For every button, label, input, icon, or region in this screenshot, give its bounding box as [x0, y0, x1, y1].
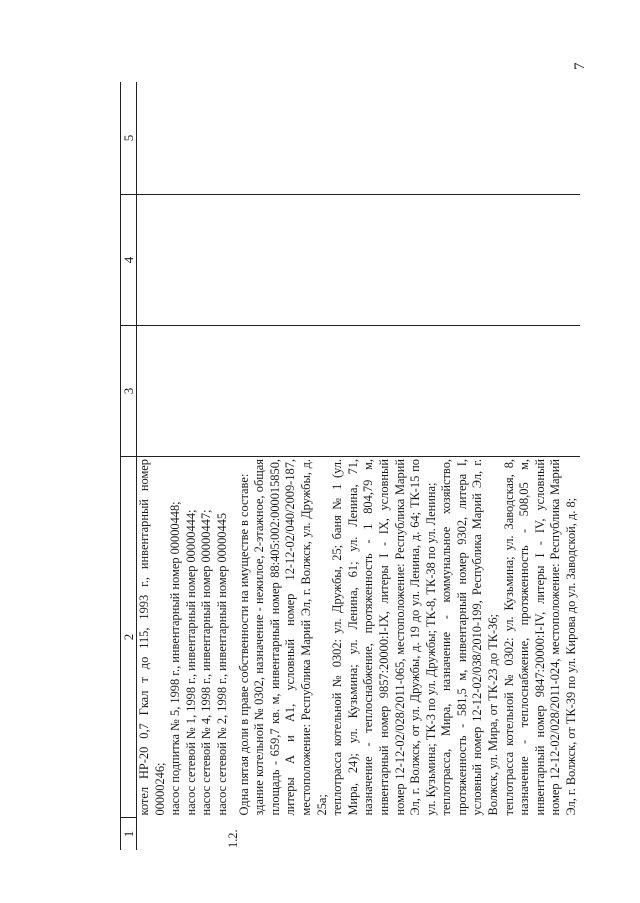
- property-paragraph: здание котельной № 0302, назначение - нежилое, 2-этажное, общая площадь - 659,7 кв. м, инвентарный номер 88:405:002:000015850, литеры А и А1, условный номер 12-12-02/040/2009-187, местоположение: Республика Марий Эл, г. Волжск, ул. Дружбы, д. 25а;: [252, 459, 329, 816]
- column-header-3: 3: [121, 326, 137, 457]
- row-heading: Одна пятая доли в праве собственности на имуществе в составе:: [236, 473, 251, 816]
- property-table: [120, 82, 580, 850]
- property-paragraph: теплотрасса котельной № 0302: ул. Кузьмина; ул. Заводская, 8, назначение - теплоснабжение, протяженность - 508,05 м, инвентарный номер 9847:20000:I-IV, литеры I - IV, условный номер 12-12-02/028/2011-024, местоположение: Республика Марий Эл, г. Волжск, от ТК-39 по ул. Кирова до ул. Заводской, д. 8;: [501, 459, 579, 816]
- table-header-row: [121, 82, 137, 850]
- property-paragraph: теплотрасса котельной № 0302: ул. Дружбы, 25; баня № 1 (ул. Мира, 24); ул. Кузьмина; ул. Ленина, 61; ул. Ленина, 71, назначение - теплоснабжение, протяженность - 1 804,79 м, инвентарный номер 9857:20000:I-IX, литеры I - IX, условный номер 12-12-02/028/2011-065, местоположение: Республика Марий Эл, г. Волжск, от ул. Дружбы, д. 19 до ул. Ленина, д. 64; ТК-15 по ул. Кузьмина; ТК-3 по ул. Дружбы; ТК-8, ТК-38 по ул. Ленина;: [330, 459, 438, 816]
- equipment-line: насос сетевой № 2, 1998 г., инвентарный номер 00000445: [214, 512, 229, 816]
- equipment-line: насос сетевой № 4, 1998 г., инвентарный номер 00000447;: [199, 509, 214, 816]
- rotated-page-content: [120, 90, 579, 850]
- equipment-line: насос подпитка № 5, 1998 г., инвентарный номер 00000448;: [168, 501, 183, 816]
- column-5-cell: [137, 82, 580, 195]
- equipment-line: насос сетевой № 1, 1998 г., инвентарный номер 00000444;: [183, 509, 198, 816]
- column-header-5: 5: [121, 82, 137, 195]
- column-header-4: 4: [121, 195, 137, 326]
- row-number-empty: [137, 818, 580, 851]
- page-number: 7: [572, 62, 588, 70]
- column-3-cell: [137, 326, 580, 457]
- table-row-equipment: [137, 82, 580, 850]
- equipment-list: [137, 457, 580, 818]
- equipment-line: котел НР-20 0,7 Гкал т до 115, 1993 г., инвентарный номер 00000246;: [137, 459, 167, 816]
- column-4-cell: [137, 195, 580, 326]
- column-header-2: 2: [121, 457, 137, 818]
- row-number: 1.2.: [226, 829, 240, 848]
- property-paragraph: теплотрасса, Мира, назначение - коммунальное хозяйство, протяженность - 581,5 м, инвентарный номер 9302, литера I, условный номер 12-12-02/038/2010-199, Республика Марий Эл, г. Волжск, ул. Мира, от ТК-23 до ТК-36;: [439, 459, 501, 816]
- column-header-1: 1: [121, 818, 137, 851]
